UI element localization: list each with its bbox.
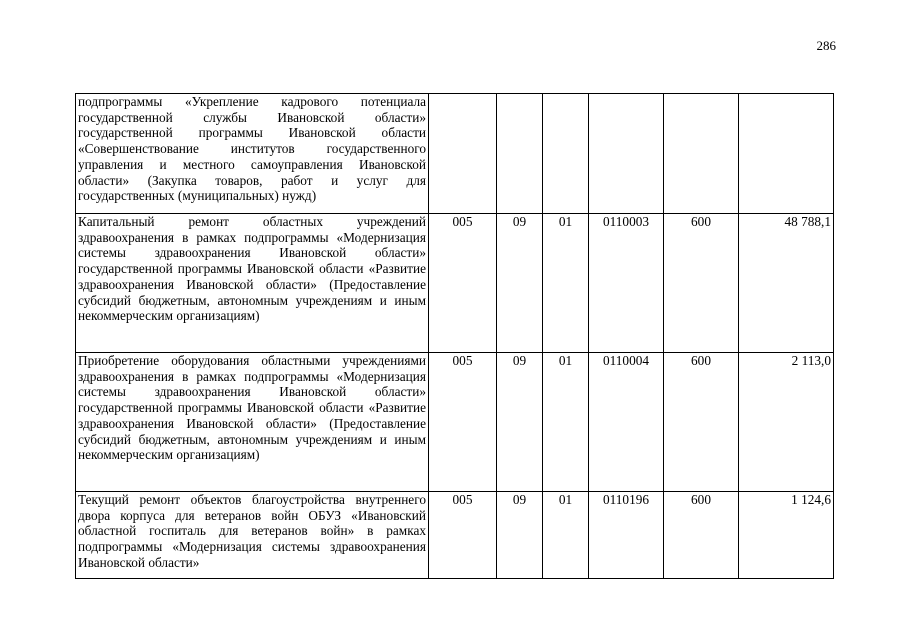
row-description: Приобретение оборудования областными учреждениями здравоохранения в рамках подпрограммы «Модернизация системы здравоохранения Ивановской области» государственной программы Ивановской области «Развитие здравоохранения Ивановской области» (Предоставление субсидий бюджетным, автономным учреждениям и иным некоммерческим организациям) [76,353,429,492]
subsection-code: 01 [543,353,589,492]
section-code: 09 [497,492,543,579]
subsection-code: 01 [543,492,589,579]
section-code [497,94,543,214]
table-row [76,94,834,214]
budget-table [75,93,834,579]
subsection-code [543,94,589,214]
table-row [76,214,834,353]
target-article-code: 0110004 [589,353,664,492]
amount: 2 113,0 [739,353,834,492]
ministry-code: 005 [429,353,497,492]
expense-type-code [664,94,739,214]
row-description: Капитальный ремонт областных учреждений здравоохранения в рамках подпрограммы «Модернизация системы здравоохранения Ивановской области» государственной программы Ивановской области «Развитие здравоохранения Ивановской области» (Предоставление субсидий бюджетным, автономным учреждениям и иным некоммерческим организациям) [76,214,429,353]
target-article-code [589,94,664,214]
target-article-code: 0110196 [589,492,664,579]
row-description: Текущий ремонт объектов благоустройства внутреннего двора корпуса для ветеранов войн ОБУЗ «Ивановский областной госпиталь для ветеранов войн» в рамках подпрограммы «Модернизация системы здравоохранения Ивановской области» [76,492,429,579]
page-number: 286 [816,38,836,53]
expense-type-code: 600 [664,492,739,579]
section-code: 09 [497,214,543,353]
row-description: подпрограммы «Укрепление кадрового потенциала государственной службы Ивановской области» государственной программы Ивановской области «Совершенствование институтов государственного управления и местного самоуправления Ивановской области» (Закупка товаров, работ и услуг для государственных (муниципальных) нужд) [76,94,429,214]
table-row [76,353,834,492]
target-article-code: 0110003 [589,214,664,353]
table-row [76,492,834,579]
ministry-code [429,94,497,214]
amount [739,94,834,214]
amount: 1 124,6 [739,492,834,579]
ministry-code: 005 [429,214,497,353]
expense-type-code: 600 [664,353,739,492]
section-code: 09 [497,353,543,492]
subsection-code: 01 [543,214,589,353]
amount: 48 788,1 [739,214,834,353]
ministry-code: 005 [429,492,497,579]
expense-type-code: 600 [664,214,739,353]
